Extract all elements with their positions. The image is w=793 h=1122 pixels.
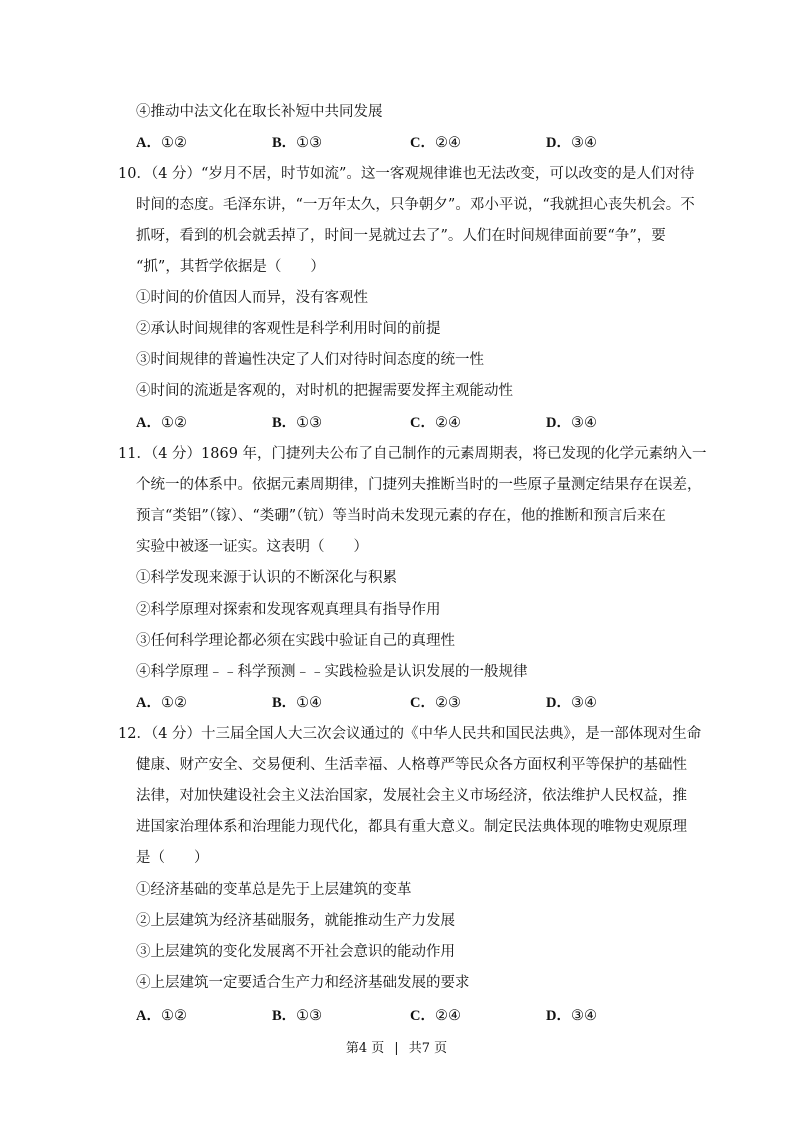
statement-item: ③时间规律的普遍性决定了人们对待时间态度的统一性 [136, 352, 484, 368]
statement-item: ①科学发现来源于认识的不断深化与积累 [136, 570, 397, 586]
option-a: A．①② [136, 135, 187, 151]
statement-item: ①时间的价值因人而异，没有客观性 [136, 290, 368, 306]
option-d: D．③④ [546, 695, 597, 711]
page-number: 第4 页 [345, 1041, 385, 1056]
statement-item: ④上层建筑一定要适合生产力和经济基础发展的要求 [136, 975, 470, 991]
option-d: D．③④ [546, 415, 597, 431]
option-d: D．③④ [546, 1008, 597, 1024]
statement-item: ④推动中法文化在取长补短中共同发展 [136, 104, 383, 120]
option-a: A．①② [136, 415, 187, 431]
statement-item: ③上层建筑的变化发展离不开社会意识的能动作用 [136, 944, 455, 960]
option-b: B．①③ [272, 1008, 323, 1024]
statement-item: ①经济基础的变革总是先于上层建筑的变革 [136, 882, 412, 898]
option-c: C．②④ [410, 415, 461, 431]
question-stem-line: 11．（4 分）1869 年，门捷列夫公布了自己制作的元素周期表，将已发现的化学元素纳入一 [118, 446, 707, 462]
page-total: 共7 页 [408, 1041, 448, 1056]
option-b: B．①④ [272, 695, 323, 711]
question-stem-line: 抓呀，看到的机会就丢掉了，时间一晃就过去了”。人们在时间规律面前要“争”，要 [136, 228, 666, 244]
question-stem-line: 预言“类铝”（镓）、“类硼”（钪）等当时尚未发现元素的存在，他的推断和预言后来在 [136, 508, 666, 524]
question-stem-line: 健康、财产安全、交易便利、生活幸福、人格尊严等民众各方面权利平等保护的基础性 [136, 757, 687, 773]
statement-item: ③任何科学理论都必须在实践中验证自己的真理性 [136, 633, 455, 649]
statement-item: ④时间的流逝是客观的，对时机的把握需要发挥主观能动性 [136, 383, 513, 399]
question-stem-line: 是（ ） [136, 850, 209, 866]
statement-item: ②科学原理对探索和发现客观真理具有指导作用 [136, 602, 441, 618]
option-b: B．①③ [272, 135, 323, 151]
statement-item: ②上层建筑为经济基础服务，就能推动生产力发展 [136, 913, 455, 929]
option-a: A．①② [136, 695, 187, 711]
question-stem-line: 10．（4 分）“岁月不居，时节如流”。这一客观规律谁也无法改变，可以改变的是人们对待 [118, 166, 695, 182]
option-b: B．①③ [272, 415, 323, 431]
page-footer [0, 1040, 793, 1058]
question-stem-line: 时间的态度。毛泽东讲，“一万年太久，只争朝夕”。邓小平说，“我就担心丧失机会。不 [136, 197, 695, 213]
option-c: C．②④ [410, 1008, 461, 1024]
option-c: C．②③ [410, 695, 461, 711]
statement-item: ④科学原理﹣﹣科学预测﹣﹣实践检验是认识发展的一般规律 [136, 664, 528, 680]
question-stem-line: “抓”，其哲学依据是（ ） [136, 259, 325, 275]
question-stem-line: 进国家治理体系和治理能力现代化，都具有重大意义。制定民法典体现的唯物史观原理 [136, 819, 687, 835]
option-a: A．①② [136, 1008, 187, 1024]
question-stem-line: 实验中被逐一证实。这表明（ ） [136, 539, 368, 555]
footer-separator: | [394, 1041, 399, 1056]
option-c: C．②④ [410, 135, 461, 151]
question-stem-line: 法律，对加快建设社会主义法治国家，发展社会主义市场经济，依法维护人民权益，推 [136, 788, 687, 804]
statement-item: ②承认时间规律的客观性是科学利用时间的前提 [136, 321, 441, 337]
option-d: D．③④ [546, 135, 597, 151]
question-stem-line: 个统一的体系中。依据元素周期律，门捷列夫推断当时的一些原子量测定结果存在误差， [136, 477, 702, 493]
question-stem-line: 12．（4 分）十三届全国人大三次会议通过的《中华人民共和国民法典》，是一部体现对生命 [118, 726, 702, 742]
